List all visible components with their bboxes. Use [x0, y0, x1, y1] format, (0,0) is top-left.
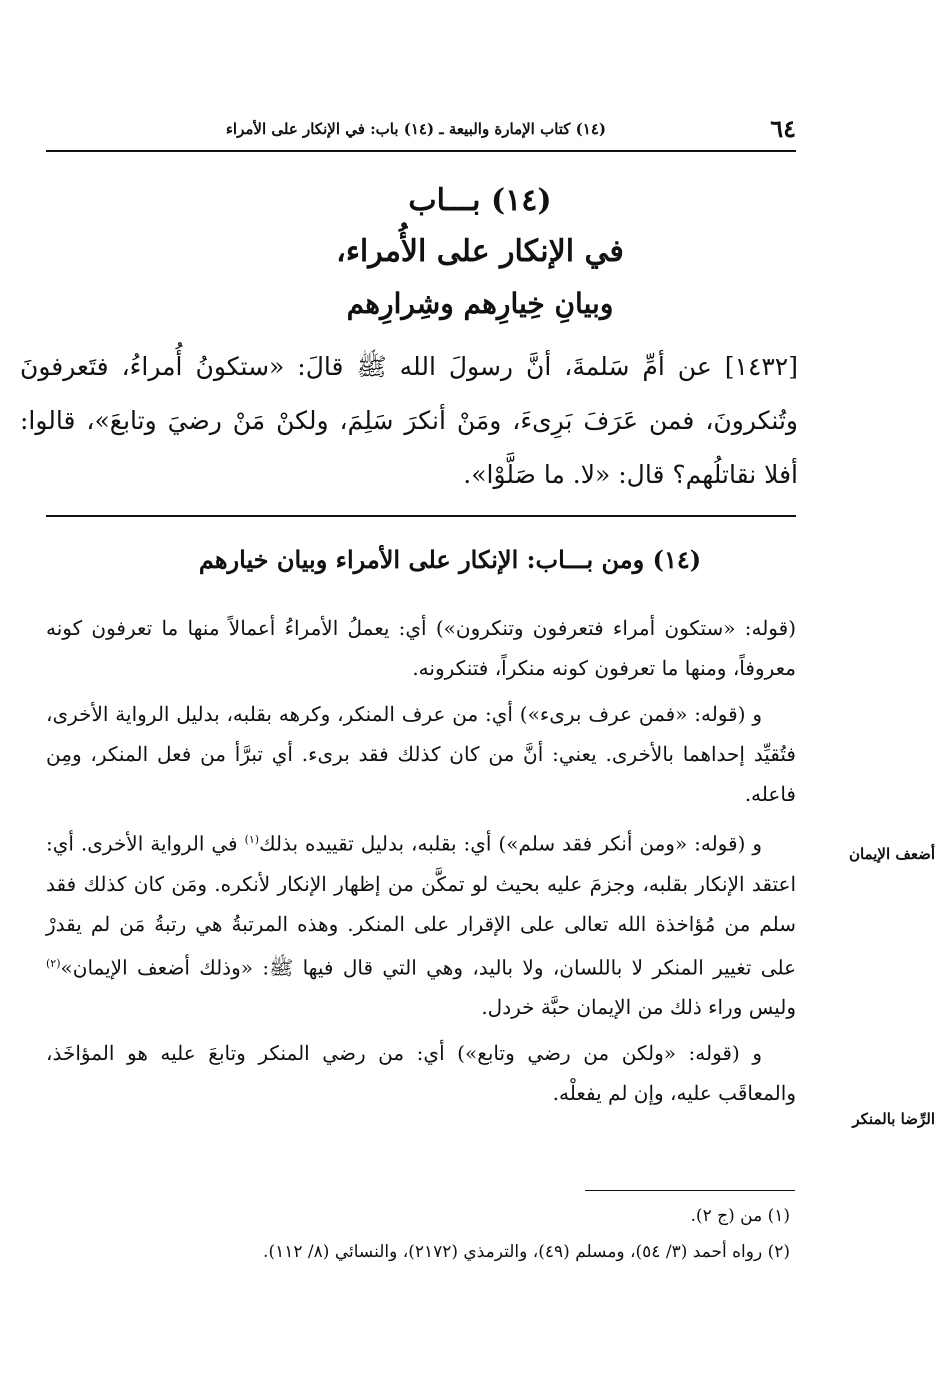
hadith-text: [١٤٣٢] عن أمِّ سَلمةَ، أنَّ رسولَ الله ﷺ قالَ: «ستكونُ أُمراءُ، فتَعرفونَ وتُنكرونَ، فمن عَرَفَ بَرِىءَ، ومَنْ أنكرَ سَلِمَ، ولكنْ مَنْ رضيَ وتابعَ»، قالوا: أفلا نقاتلُهم؟ قال: «لا. ما صَلَّوْا».: [20, 352, 798, 489]
footnote-mark: (١): [244, 833, 260, 846]
footnote-mark: (٢): [46, 956, 61, 970]
commentary-text: وليس وراء ذلك من الإيمان حبَّة خردل.: [481, 995, 796, 1020]
running-title: (١٤) كتاب الإمارة والبيعة ـ (١٤) باب: في الإنكار على الأمراء: [225, 120, 606, 138]
footnote: (٢) رواه أحمد (٣/ ٥٤)، ومسلم (٤٩)، والترمذي (٢١٧٢)، والنسائي (٨/ ١١٢).: [263, 1242, 790, 1262]
footnotes: [46, 1198, 796, 1270]
margin-note: أضعف الإيمان: [848, 845, 935, 863]
page-header: [46, 112, 796, 152]
commentary-paragraph: و (قوله: «فمن عرف برىء») أي: من عرف المنكر، وكرهه بقلبه، بدليل الرواية الأخرى، فتُقيِّد إحداهما بالأخرى. يعني: أنَّ من كان كذلك فقد برىء. أي تبرَّأ من فعل المنكر، ومِن فاعله.: [46, 702, 796, 806]
chapter-number: (١٤) بـــاب: [408, 183, 552, 218]
chapter-subtitle: وبيانِ خِيارِهم وشِرارِهم: [346, 287, 614, 320]
footnote: (١) من (ج ٢).: [690, 1206, 790, 1226]
chapter-heading: [200, 176, 760, 330]
chapter-title: في الإنكار على الأُمراء،: [336, 234, 624, 269]
section-divider: [46, 515, 796, 517]
footnote-divider: [585, 1190, 795, 1191]
commentary-heading: (١٤) ومن بـــاب: الإنكار على الأمراء وبيان خيارهم: [198, 545, 702, 574]
commentary-text: و (قوله: «ومن أنكر فقد سلم») أي: بقلبه، بدليل تقييده بذلك: [259, 831, 762, 856]
commentary-paragraph: [46, 820, 796, 1027]
commentary-body: [46, 608, 796, 1119]
margin-note: الرِّضا بالمنكر: [852, 1110, 935, 1128]
commentary-text: في الرواية الأخرى. أي: اعتقد الإنكار بقلبه، وجزمَ عليه بحيث لو تمكَّن من إظهار الإنكار لأنكره. ومَن كان كذلك فقد سلم من مُؤاخذة الله تعالى على الإقرار على المنكر. وهذه المرتبةُ هي رتبةُ مَن لم يقدرْ على تغيير المنكر لا باللسان، ولا باليد، وهي التي قال فيها ﷺ: «وذلك أضعف الإيمان»: [46, 831, 796, 980]
page-number: ٦٤: [770, 114, 796, 143]
commentary-paragraph: و (قوله: «ولكن من رضي وتابع») أي: من رضي المنكر وتابعَ عليه هو المؤاخَذ، والمعاقَب عليه، وإن لم يفعلْه.: [46, 1041, 796, 1106]
commentary-paragraph: (قوله: «ستكون أمراء فتعرفون وتنكرون») أي: يعملُ الأمراءُ أعمالاً منها ما تعرفون كونه معروفاً، ومنها ما تعرفون كونه منكراً، فتنكرونه.: [46, 616, 796, 680]
